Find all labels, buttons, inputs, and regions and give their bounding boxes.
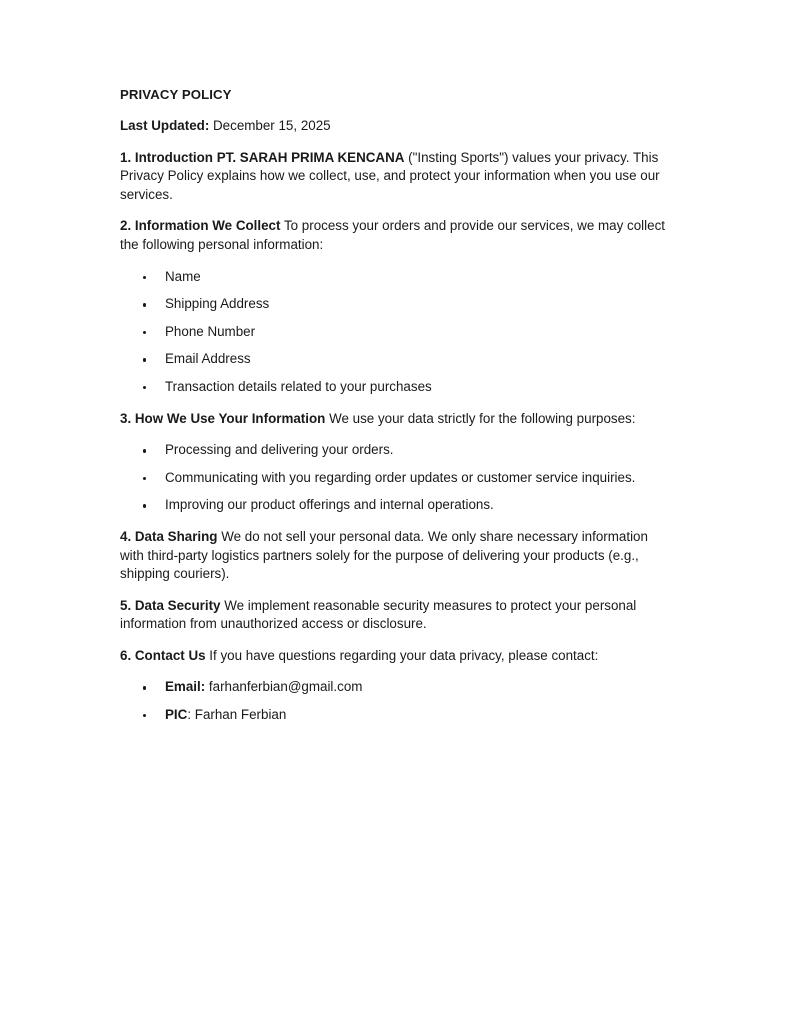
section-introduction xyxy=(120,149,671,205)
contact-email-value: farhanferbian@gmail.com xyxy=(205,679,363,695)
last-updated-value: December 15, 2025 xyxy=(209,118,331,133)
list-item xyxy=(120,441,671,460)
section-contact-us-body: If you have questions regarding your data privacy, please contact: xyxy=(205,647,599,663)
section-information-we-collect-body: To process your orders and provide our services, we may collect the following personal information: xyxy=(120,218,665,252)
list-item-label: Improving our product offerings and internal operations. xyxy=(165,497,494,513)
section-information-we-collect-heading: 2. Information We Collect xyxy=(120,218,281,234)
page-title: PRIVACY POLICY xyxy=(120,87,232,102)
list-item-email xyxy=(120,678,671,697)
data-usage-purposes-list xyxy=(120,441,671,515)
last-updated-label: Last Updated: xyxy=(120,118,210,133)
list-item xyxy=(120,295,671,314)
personal-information-list xyxy=(120,268,671,397)
last-updated-line xyxy=(120,117,671,136)
contact-email-label: Email: xyxy=(165,679,206,695)
list-item-label: Communicating with you regarding order updates or customer service inquiries. xyxy=(165,469,636,485)
list-item xyxy=(120,469,671,488)
section-how-we-use-your-information xyxy=(120,410,671,429)
list-item xyxy=(120,350,671,369)
section-introduction-heading: 1. Introduction PT. SARAH PRIMA KENCANA xyxy=(120,149,405,165)
list-item xyxy=(120,496,671,515)
section-data-security-heading: 5. Data Security xyxy=(120,597,221,613)
list-item xyxy=(120,378,671,397)
document-body xyxy=(120,86,671,738)
list-item xyxy=(120,268,671,287)
section-how-we-use-your-information-body: We use your data strictly for the following purposes: xyxy=(325,410,636,426)
list-item-label: Processing and delivering your orders. xyxy=(165,442,394,458)
list-item-label: Phone Number xyxy=(165,323,256,339)
list-item-label: Name xyxy=(165,268,201,284)
list-item-pic xyxy=(120,706,671,725)
list-item-label: Transaction details related to your purchases xyxy=(165,378,432,394)
section-how-we-use-your-information-heading: 3. How We Use Your Information xyxy=(120,410,326,426)
section-data-security-body: We implement reasonable security measures to protect your personal information from unauthorized access or disclosure. xyxy=(120,597,637,632)
contact-details-list xyxy=(120,678,671,724)
contact-pic-value: : Farhan Ferbian xyxy=(187,707,287,723)
contact-pic-label: PIC xyxy=(165,707,188,723)
list-item-label: Shipping Address xyxy=(165,296,270,312)
section-contact-us-heading: 6. Contact Us xyxy=(120,647,206,663)
list-item-label: Email Address xyxy=(165,351,251,367)
section-introduction-body: ("Insting Sports") values your privacy. This Privacy Policy explains how we collect, use, and protect your information when you use our services. xyxy=(120,149,660,202)
section-data-security xyxy=(120,597,671,634)
section-data-sharing xyxy=(120,528,671,584)
section-data-sharing-body: We do not sell your personal data. We only share necessary information with third-party logistics partners solely for the purpose of delivering your products (e.g., shipping couriers). xyxy=(120,528,648,582)
list-item xyxy=(120,323,671,342)
section-data-sharing-heading: 4. Data Sharing xyxy=(120,528,218,544)
section-contact-us xyxy=(120,647,671,666)
section-information-we-collect xyxy=(120,217,671,254)
